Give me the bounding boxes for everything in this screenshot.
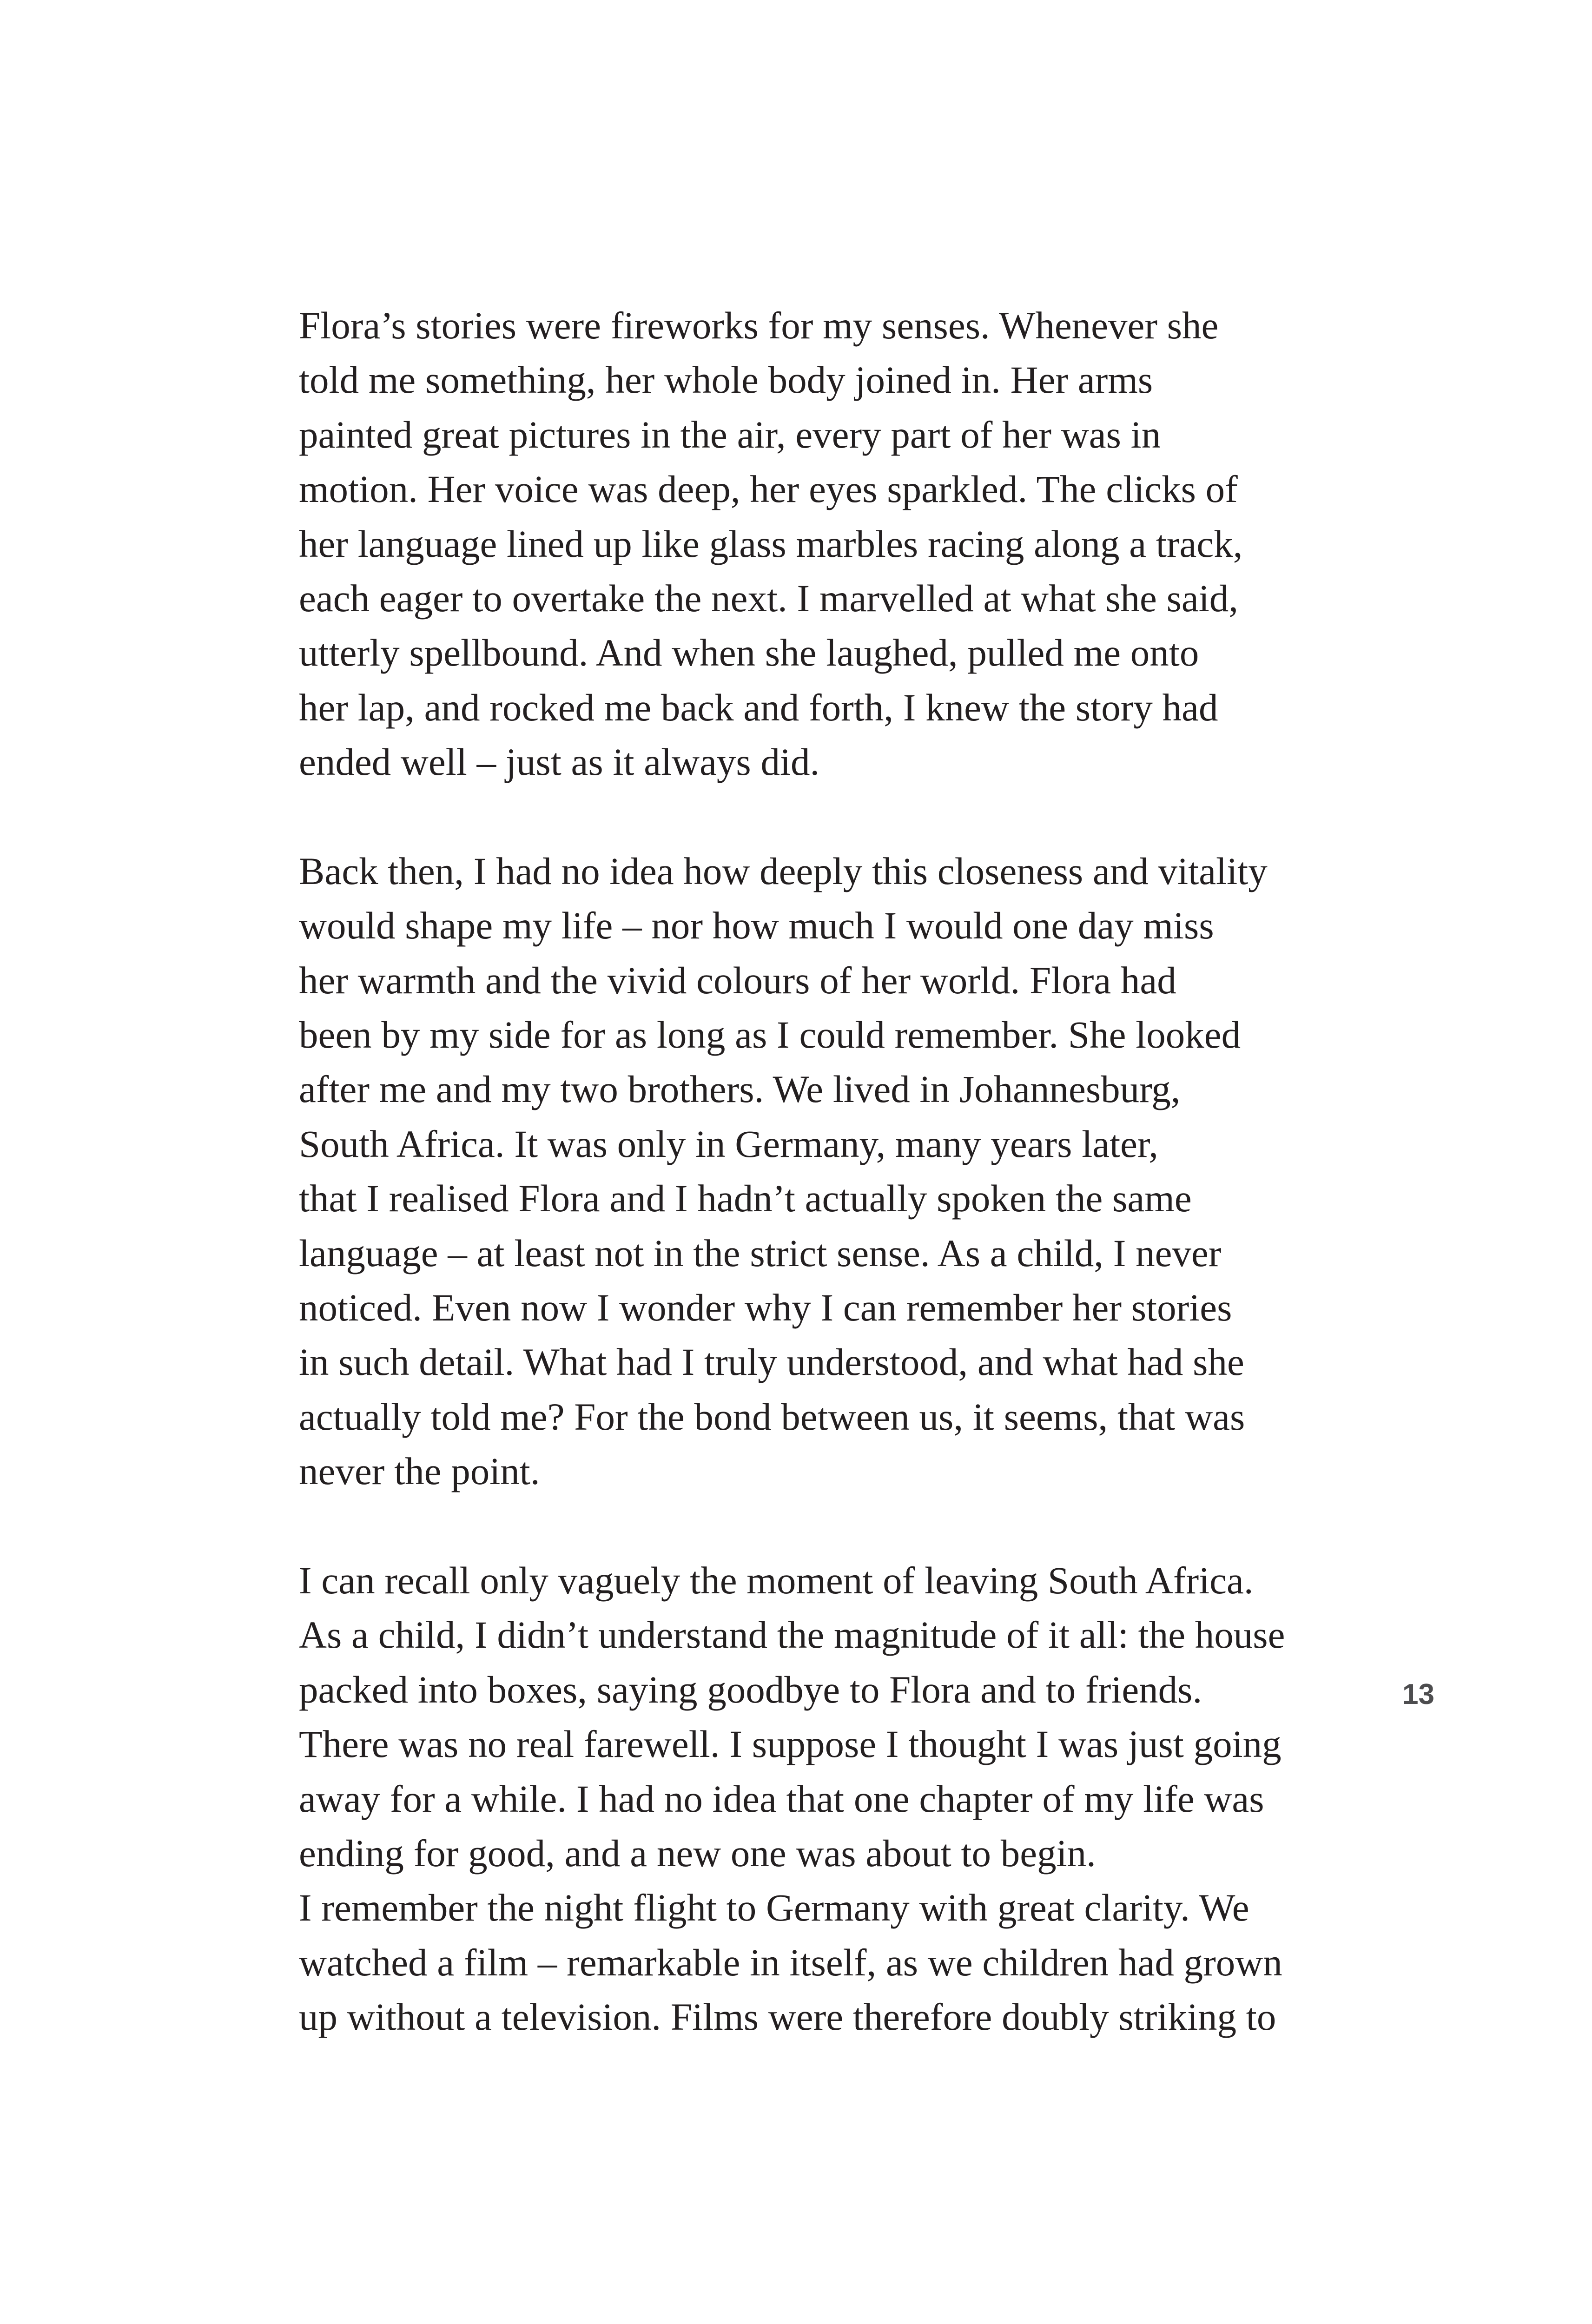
text-line: never the point.	[299, 1450, 540, 1493]
text-line: language – at least not in the strict sense. As a child, I never	[299, 1231, 1222, 1274]
paragraph-1	[299, 298, 1461, 790]
text-line: each eager to overtake the next. I marvelled at what she said,	[299, 576, 1239, 620]
text-line: packed into boxes, saying goodbye to Flora and to friends.	[299, 1668, 1202, 1711]
text-line: As a child, I didn’t understand the magnitude of it all: the house	[299, 1613, 1285, 1657]
body-text	[299, 298, 1461, 2045]
text-line: actually told me? For the bond between us, it seems, that was	[299, 1395, 1245, 1438]
text-line: watched a film – remarkable in itself, as we children had grown	[299, 1941, 1282, 1984]
text-line: away for a while. I had no idea that one chapter of my life was	[299, 1777, 1264, 1820]
text-line: South Africa. It was only in Germany, many years later,	[299, 1122, 1159, 1165]
page-number: 13	[1402, 1678, 1434, 1710]
text-line: utterly spellbound. And when she laughed, pulled me onto	[299, 631, 1199, 674]
text-line: been by my side for as long as I could remember. She looked	[299, 1013, 1241, 1056]
text-line: I can recall only vaguely the moment of leaving South Africa.	[299, 1558, 1254, 1602]
paragraph-2	[299, 844, 1461, 1499]
paragraph-3	[299, 1553, 1461, 1881]
text-line: motion. Her voice was deep, her eyes sparkled. The clicks of	[299, 468, 1238, 511]
paragraph-4	[299, 1881, 1461, 2044]
text-line: Flora’s stories were fireworks for my senses. Whenever she	[299, 304, 1219, 347]
text-line: ended well – just as it always did.	[299, 740, 820, 784]
text-line: There was no real farewell. I suppose I thought I was just going	[299, 1723, 1282, 1766]
text-line: her language lined up like glass marbles racing along a track,	[299, 522, 1243, 565]
text-line: ending for good, and a new one was about to begin.	[299, 1831, 1096, 1875]
text-line: noticed. Even now I wonder why I can remember her stories	[299, 1286, 1232, 1329]
text-line: painted great pictures in the air, every part of her was in	[299, 413, 1161, 456]
text-line: her lap, and rocked me back and forth, I knew the story had	[299, 686, 1218, 729]
text-line: up without a television. Films were therefore doubly striking to	[299, 1995, 1276, 2039]
text-line: her warmth and the vivid colours of her world. Flora had	[299, 958, 1176, 1002]
text-line: I remember the night flight to Germany with great clarity. We	[299, 1886, 1249, 1929]
text-line: told me something, her whole body joined in. Her arms	[299, 358, 1153, 402]
text-line: would shape my life – nor how much I would one day miss	[299, 904, 1214, 947]
text-line: Back then, I had no idea how deeply this closeness and vitality	[299, 849, 1268, 892]
text-line: that I realised Flora and I hadn’t actually spoken the same	[299, 1177, 1192, 1220]
text-line: in such detail. What had I truly understood, and what had she	[299, 1340, 1244, 1384]
text-line: after me and my two brothers. We lived in Johannesburg,	[299, 1068, 1181, 1111]
